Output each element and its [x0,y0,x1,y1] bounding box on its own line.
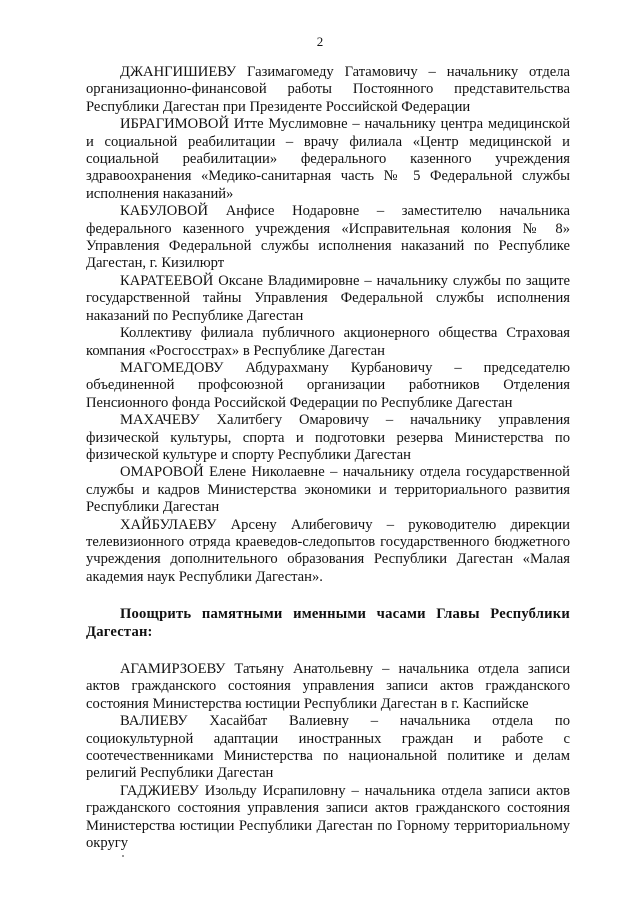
award-entry: Коллективу филиала публичного акционерного общества Страховая компания «Росгосстрах» в Республике Дагестан [86,325,570,359]
award-entry: ОМАРОВОЙ Елене Николаевне – начальнику отдела государственной службы и кадров Министерства экономики и территориального развития Республики Дагестан [86,464,570,516]
award-entry: ВАЛИЕВУ Хасайбат Валиевну – начальника отдела по социокультурной адаптации иностранных граждан и работе с соотечественниками Министерства по национальной политике и делам религий Республики Дагестан [86,713,570,782]
page-number: 2 [316,34,324,49]
award-entry: КАРАТЕЕВОЙ Оксане Владимировне – начальнику службы по защите государственной тайны Управления Федеральной службы исполнения наказаний по Республике Дагестан [86,272,570,324]
scan-artifact [122,855,124,857]
award-entry: ГАДЖИЕВУ Изольду Исрапиловну – начальника отдела записи актов гражданского состояния управления записи актов гражданского состояния Министерства юстиции Республики Дагестан по Горному территориальному округу [86,782,570,852]
document-body [86,64,570,852]
award-entry: МАГОМЕДОВУ Абдурахману Курбановичу – председателю объединенной профсоюзной организации работников Отделения Пенсионного фонда Российской Федерации по Республике Дагестан [86,359,570,411]
award-entry: МАХАЧЕВУ Халитбегу Омаровичу – начальнику управления физической культуры, спорта и подготовки резерва Министерства по физической культуре и спорту Республики Дагестан [86,412,570,463]
award-entry: ИБРАГИМОВОЙ Итте Муслимовне – начальнику центра медицинской и социальной реабилитации – врачу филиала «Центр медицинской и социальной реабилитации» федерального казенного учреждения здравоохранения «Медико-санитарная часть № 5 Федеральной службы исполнения наказаний» [86,116,570,202]
section-heading: Поощрить памятными именными часами Главы Республики Дагестан: [86,606,570,640]
award-entry: ДЖАНГИШИЕВУ Газимагомеду Гатамовичу – начальнику отдела организационно-финансовой работы Постоянного представительства Республики Дагестан при Президенте Российской Федерации [86,64,570,115]
award-entry: АГАМИРЗОЕВУ Татьяну Анатольевну – начальника отдела записи актов гражданского состояния управления записи актов гражданского состояния Министерства юстиции Республики Дагестан в г. Каспийске [86,661,570,712]
award-entry: КАБУЛОВОЙ Анфисе Нодаровне – заместителю начальника федерального казенного учреждения «Исправительная колония № 8» Управления Федеральной службы исполнения наказаний по Республике Дагестан, г. Кизилюрт [86,203,570,272]
award-entry: ХАЙБУЛАЕВУ Арсену Алибеговичу – руководителю дирекции телевизионного отряда краеведов-следопытов государственного бюджетного учреждения дополнительного образования Республики Дагестан «Малая академия наук Республики Дагестан». [86,516,570,585]
